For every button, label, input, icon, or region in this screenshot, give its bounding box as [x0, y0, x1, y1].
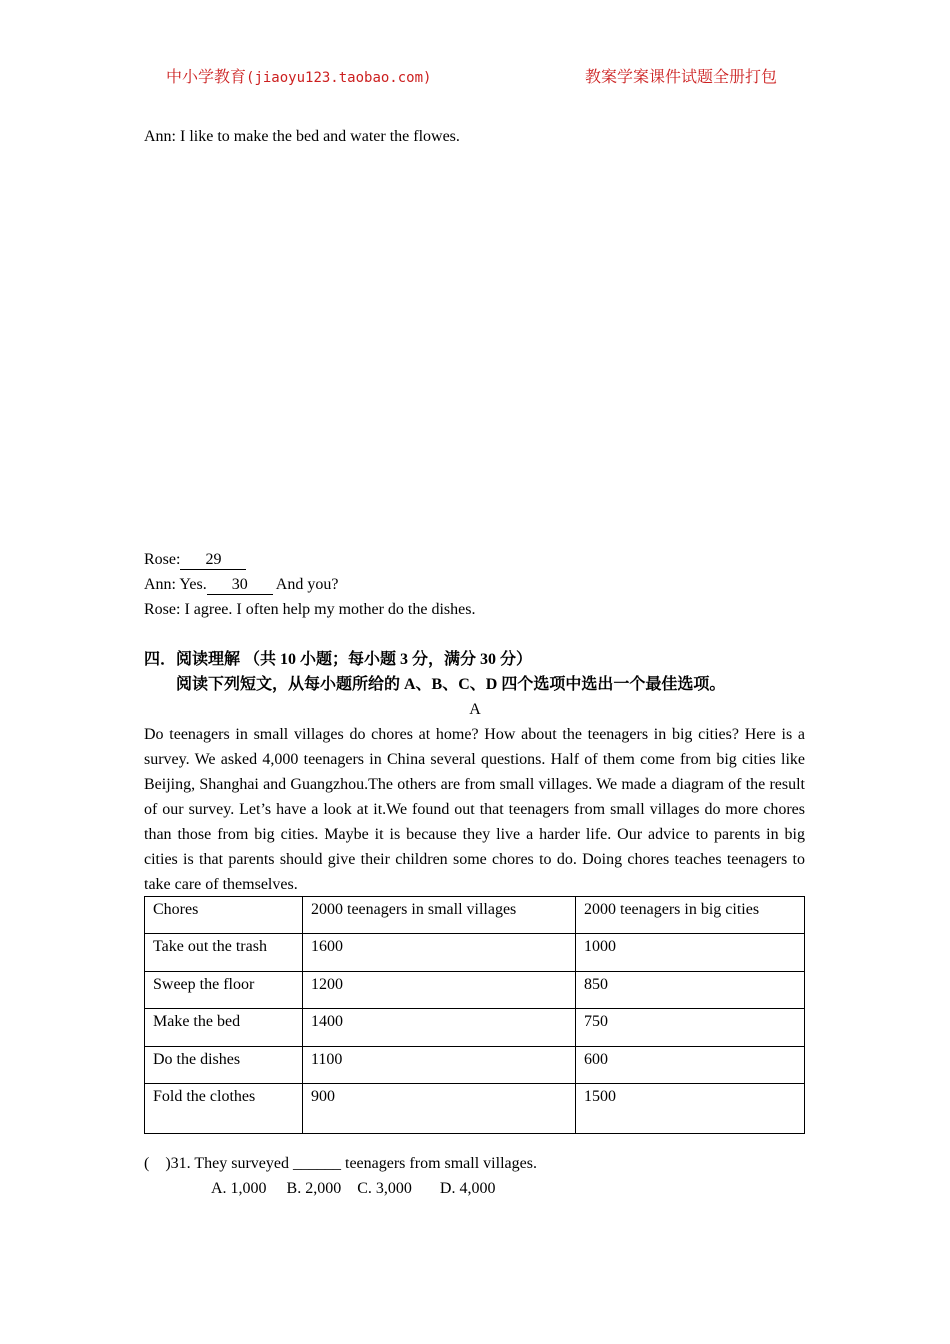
table-row: [145, 934, 805, 972]
table-row: [145, 1047, 805, 1084]
dialogue-line-ann-2: [144, 575, 338, 595]
section-title: 四．阅读理解 （共 10 小题；每小题 3 分，满分 30 分）: [144, 651, 533, 668]
blank-30: 30: [207, 576, 273, 595]
table-header-cell: 2000 teenagers in small villages: [303, 897, 576, 934]
header-right: 教案学案课件试题全册打包: [585, 69, 778, 86]
section-instruction: 阅读下列短文，从每小题所给的 A、B、C、D 四个选项中选出一个最佳选项。: [176, 676, 726, 693]
table-cell: 900: [303, 1084, 576, 1134]
table-row: [145, 1084, 805, 1134]
table-cell: Sweep the floor: [145, 972, 303, 1009]
ann-suffix: And you?: [272, 576, 339, 593]
header-left: [166, 64, 431, 87]
passage-label: A: [469, 701, 481, 718]
table-cell: 600: [576, 1047, 805, 1084]
dialogue-line-rose-1: [144, 550, 246, 570]
table-cell: Make the bed: [145, 1009, 303, 1047]
table-cell: 1100: [303, 1047, 576, 1084]
table-cell: Do the dishes: [145, 1047, 303, 1084]
dialogue-line-rose-3: Rose: I agree. I often help my mother do the dishes.: [144, 601, 476, 618]
table-row: [145, 972, 805, 1009]
question-31-options: A. 1,000 B. 2,000 C. 3,000 D. 4,000: [211, 1180, 496, 1197]
reading-passage: Do teenagers in small villages do chores at home? How about the teenagers in big cities? Here is a survey. We asked 4,000 teenagers in China several questions. Half of them come from big cities like Beijing, Shanghai and Guangzhou.The others are from small villages. We made a diagram of the result of our survey. Let’s have a look at it.We found out that teenagers from small villages do more chores than those from big cities. Maybe it is because they live a harder life. Our advice to parents in big cities is that parents should give their children some chores to do. Doing chores teaches teenagers to take care of themselves.: [144, 726, 805, 893]
header-left-cn: 中小学教育: [166, 69, 247, 86]
header-left-url: (jiaoyu123.taobao.com): [246, 70, 432, 86]
table-header-row: [145, 897, 805, 934]
table-cell: 1200: [303, 972, 576, 1009]
ann-prefix: Ann: Yes.: [144, 576, 207, 593]
table-cell: 1400: [303, 1009, 576, 1047]
table-cell: 1500: [576, 1084, 805, 1134]
table-cell: Take out the trash: [145, 934, 303, 972]
question-31-stem: ( )31. They surveyed ______ teenagers from small villages.: [144, 1155, 537, 1172]
dialogue-line-ann-1: Ann: I like to make the bed and water the flowes.: [144, 128, 460, 145]
survey-table: [144, 896, 805, 1134]
table-cell: 750: [576, 1009, 805, 1047]
table-cell: 1600: [303, 934, 576, 972]
table-row: [145, 1009, 805, 1047]
table-header-cell: Chores: [145, 897, 303, 934]
table-header-cell: 2000 teenagers in big cities: [576, 897, 805, 934]
table-cell: 850: [576, 972, 805, 1009]
table-cell: Fold the clothes: [145, 1084, 303, 1134]
blank-29: 29: [180, 551, 246, 570]
table-cell: 1000: [576, 934, 805, 972]
rose-prefix: Rose:: [144, 551, 181, 568]
